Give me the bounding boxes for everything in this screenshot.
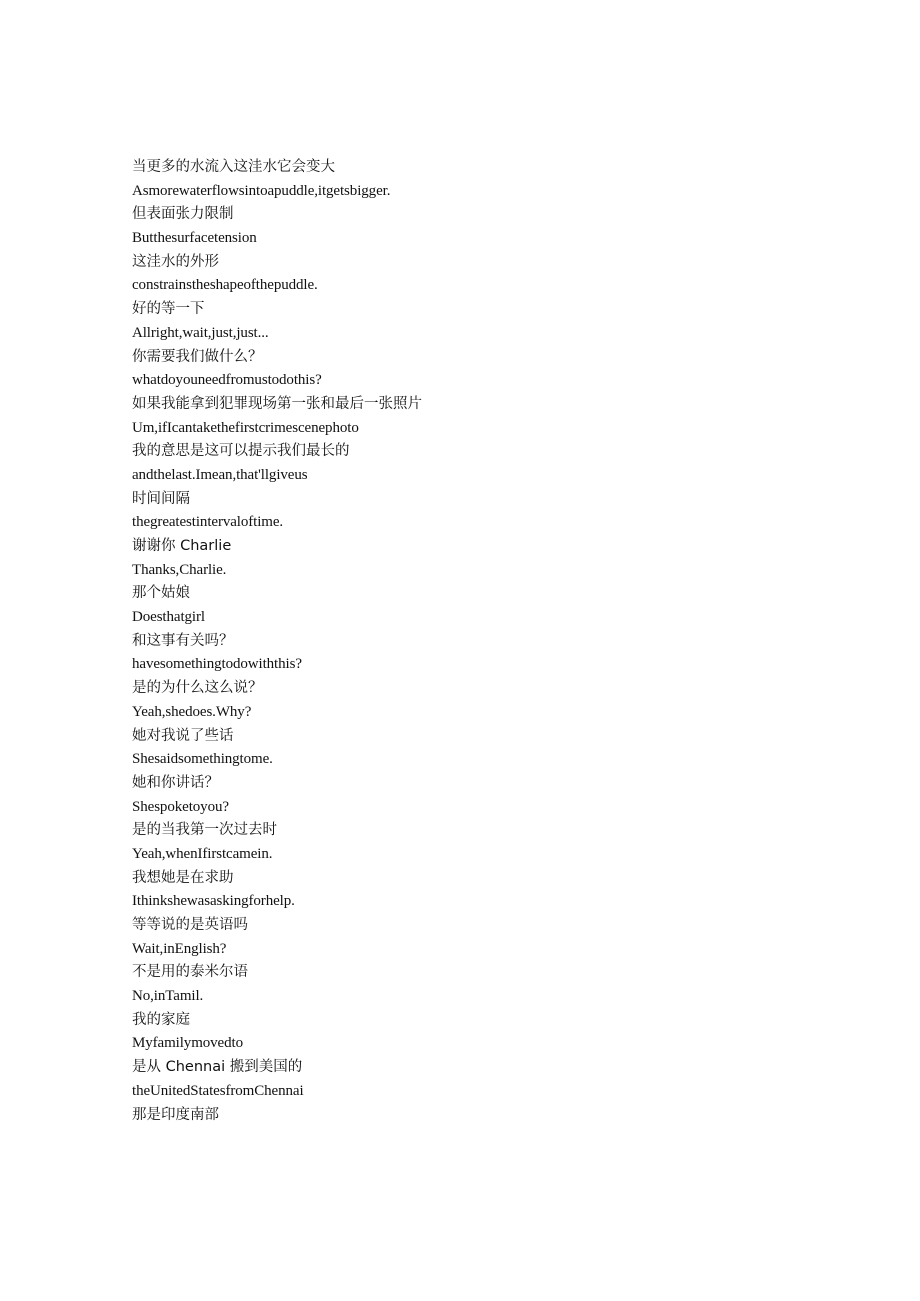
text-line: 这洼水的外形 <box>132 253 219 270</box>
text-line: Ithinkshewasaskingforhelp. <box>132 893 295 910</box>
text-line: 时间间隔 <box>132 490 190 507</box>
text-line: 等等说的是英语吗 <box>132 917 248 933</box>
text-line: Shesaidsomethingtome. <box>132 751 273 768</box>
text-line: Myfamilymovedto <box>132 1035 243 1052</box>
text-line: Yeah,whenIfirstcamein. <box>132 845 273 862</box>
text-line: Um,ifIcantakethefirstcrimescenephoto <box>132 419 359 436</box>
text-line: 和这事有关吗？ <box>132 632 234 649</box>
text-line: Shespoketoyou? <box>132 798 229 815</box>
text-line: 她和你讲话？ <box>132 774 219 791</box>
text-line: 你需要我们做什么？ <box>132 348 263 365</box>
text-line: 我想她是在求助 <box>132 869 234 886</box>
text-line: No,inTamil. <box>132 988 204 1005</box>
text-line: Allright,wait,just,just... <box>132 324 269 341</box>
text-line: Wait,inEnglish? <box>132 940 227 957</box>
text-line: 是从 Chennai 搬到美国的 <box>132 1059 303 1076</box>
text-line: 我的家庭 <box>132 1011 190 1028</box>
text-line: Doesthatgirl <box>132 609 205 626</box>
text-line: havesomethingtodowiththis? <box>132 656 302 673</box>
text-line: 但表面张力限制 <box>132 206 234 223</box>
text-line: theUnitedStatesfromChennai <box>132 1082 304 1099</box>
text-line: 不是用的泰米尔语 <box>132 964 248 981</box>
text-line: 那个姑娘 <box>132 585 190 602</box>
text-line: whatdoyouneedfromustodothis? <box>132 372 322 389</box>
text-line: andthelast.Imean,that'llgiveus <box>132 466 308 483</box>
text-line: 当更多的水流入这洼水它会变大 <box>132 159 335 175</box>
text-line: 是的当我第一次过去时 <box>132 822 277 839</box>
text-line: Yeah,shedoes.Why? <box>132 703 252 720</box>
text-line: Thanks,Charlie. <box>132 561 227 578</box>
text-line: 那是印度南部 <box>132 1106 219 1123</box>
text-line: 如果我能拿到犯罪现场第一张和最后一张照片 <box>132 395 422 412</box>
text-line: Asmorewaterflowsintoapuddle,itgetsbigger. <box>132 182 391 199</box>
text-line: 我的意思是这可以提示我们最长的 <box>132 443 350 460</box>
text-line: constrainstheshapeofthepuddle. <box>132 277 318 294</box>
text-line: 是的为什么这么说？ <box>132 680 263 697</box>
text-line: thegreatestintervaloftime. <box>132 514 284 531</box>
subtitle-text-block <box>132 156 422 1127</box>
text-line: Butthesurfacetension <box>132 230 257 247</box>
text-line: 谢谢你 Charlie <box>132 538 232 554</box>
text-line: 好的等一下 <box>132 301 205 318</box>
text-line: 她对我说了些话 <box>132 727 234 744</box>
